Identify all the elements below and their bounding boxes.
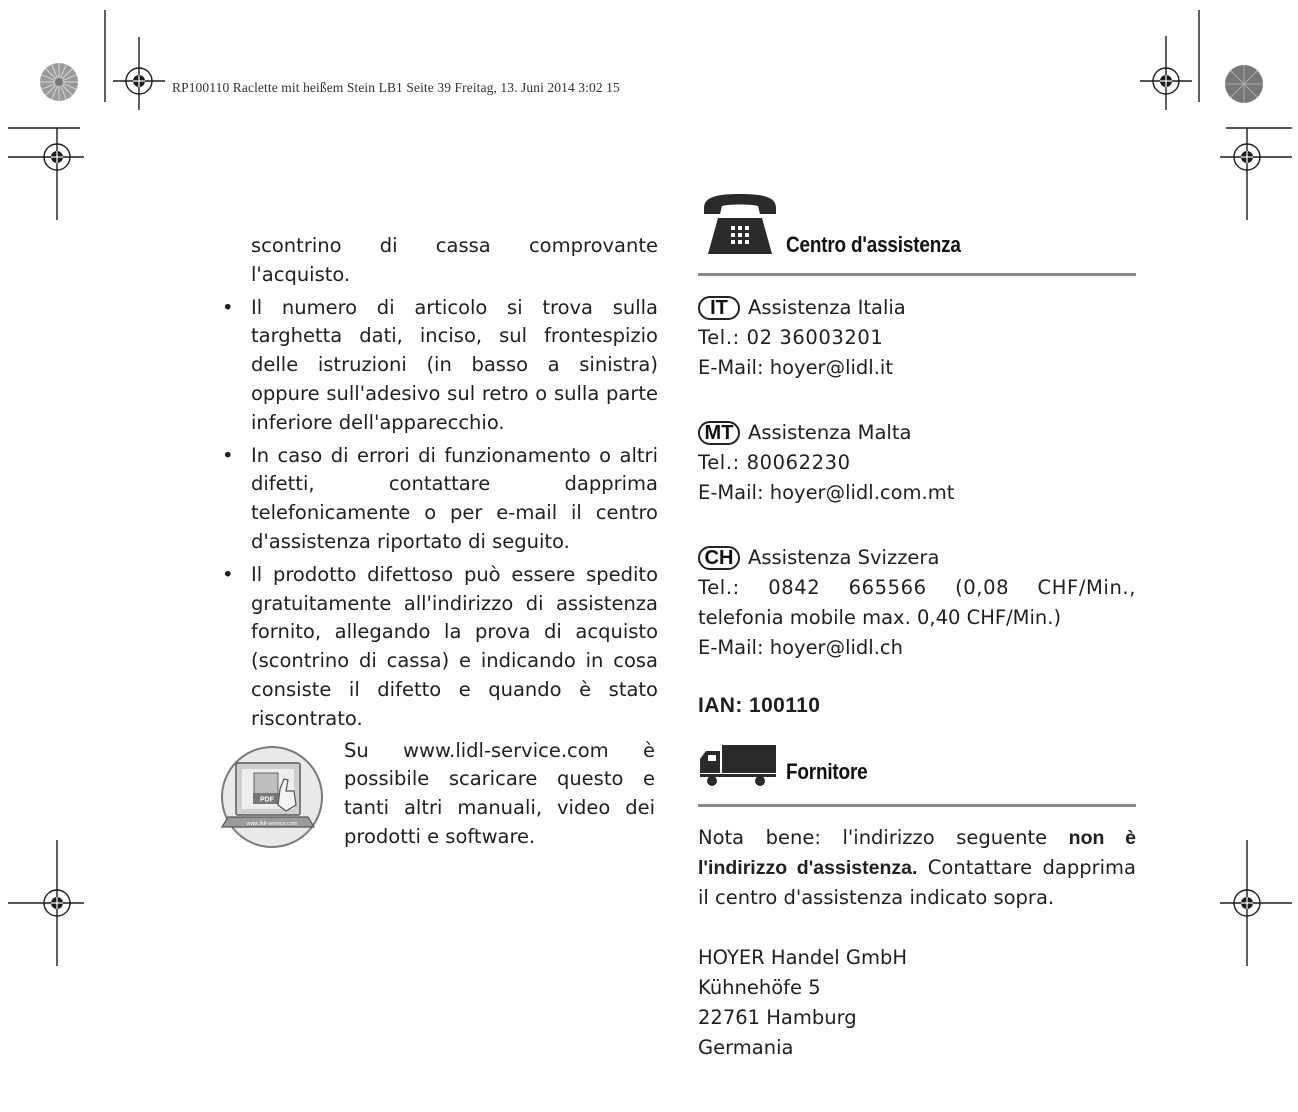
country-heading: [698, 292, 1136, 323]
bullet-symbol: •: [222, 443, 234, 467]
email-address: E-Mail: hoyer@lidl.com.mt: [698, 481, 955, 504]
intro-line-1: scontrino di cassa comprovante: [251, 234, 658, 257]
note-text-start: Nota bene: l'indirizzo seguente: [698, 826, 1069, 849]
service-country-ch: [698, 542, 1136, 663]
warranty-bullet-list: [218, 294, 658, 734]
right-column: [698, 190, 1136, 1063]
phone-number: Tel.: 80062230: [698, 451, 851, 474]
bullet-text: Il numero di articolo si trova sulla targhetta dati, inciso, sul frontespizio delle istruzioni (in basso a sinistra) oppure sull'adesivo sul retro o sulla parte inferiore dell'apparecchio.: [251, 295, 658, 434]
phone-number: Tel.: 02 36003201: [698, 326, 884, 349]
country-badge: CH: [698, 546, 740, 570]
bullet-text: In caso di errori di funzionamento o altri difetti, contattare dapprima telefonicamente o per e-mail il centro d'assistenza riportato di seguito.: [251, 443, 658, 553]
lidl-service-icon: [218, 745, 326, 849]
phone-number: Tel.: 0842 665566 (0,08 CHF/Min.,: [698, 576, 1136, 599]
country-heading: [698, 417, 1136, 448]
country-badge: MT: [698, 421, 740, 445]
pdf-label: PDF: [260, 796, 274, 804]
service-center-title: Centro d'assistenza: [786, 232, 961, 257]
note-emphasis: non è l'indirizzo d'assistenza.: [698, 827, 1136, 879]
address-country: Germania: [698, 1036, 794, 1059]
lidl-url-label: www.lidl-service.com: [246, 820, 298, 827]
bullet-symbol: •: [222, 295, 234, 319]
note-text-end: Contattare dapprima il centro d'assistenza indicato sopra.: [698, 856, 1136, 909]
supplier-address: [698, 943, 1136, 1063]
service-center-heading: [698, 190, 1136, 276]
bullet-item: [218, 294, 658, 438]
address-city: 22761 Hamburg: [698, 1006, 857, 1029]
bullet-item: [218, 561, 658, 734]
address-company: HOYER Handel GmbH: [698, 946, 908, 969]
country-name: Assistenza Svizzera: [748, 545, 940, 569]
bullet-text: Il prodotto difettoso può essere spedito gratuitamente all'indirizzo di assistenza fornito, allegando la prova di acquisto (scontrino di cassa) e indicando in cosa consiste il difetto e quando è stato riscontrato.: [251, 562, 658, 730]
telephone-icon: [700, 192, 780, 260]
lidl-service-text: Su www.lidl-service.com è possibile scaricare questo e tanti altri manuali, video dei prodotti e software.: [344, 738, 655, 848]
color-wheel-right: [1225, 65, 1263, 103]
print-slug-line: RP100110 Raclette mit heißem Stein LB1 Seite 39 Freitag, 13. Juni 2014 3:02 15: [172, 80, 620, 95]
service-country-mt: [698, 417, 1136, 508]
bullet-symbol: •: [222, 562, 234, 586]
country-name: Assistenza Italia: [748, 295, 906, 319]
ian-number: IAN: 100110: [698, 694, 821, 717]
country-name: Assistenza Malta: [748, 420, 912, 444]
section-rule: [698, 273, 1136, 276]
address-street: Kühnehöfe 5: [698, 976, 821, 999]
email-address: E-Mail: hoyer@lidl.ch: [698, 636, 903, 659]
email-address: E-Mail: hoyer@lidl.it: [698, 356, 893, 379]
supplier-title: Fornitore: [786, 759, 868, 784]
phone-note: telefonia mobile max. 0,40 CHF/Min.): [698, 606, 1062, 629]
supplier-heading: [698, 743, 1136, 807]
lidl-service-box: [218, 737, 658, 857]
intro-line-2: l'acquisto.: [251, 262, 351, 286]
service-country-it: [698, 292, 1136, 383]
left-column: [218, 232, 658, 857]
country-heading: [698, 542, 1136, 573]
bullet-item: [218, 442, 658, 557]
supplier-note: [698, 823, 1136, 913]
section-rule: [698, 804, 1136, 807]
country-badge: IT: [698, 296, 740, 320]
color-wheel-left: [40, 63, 78, 101]
truck-icon: [698, 743, 778, 787]
